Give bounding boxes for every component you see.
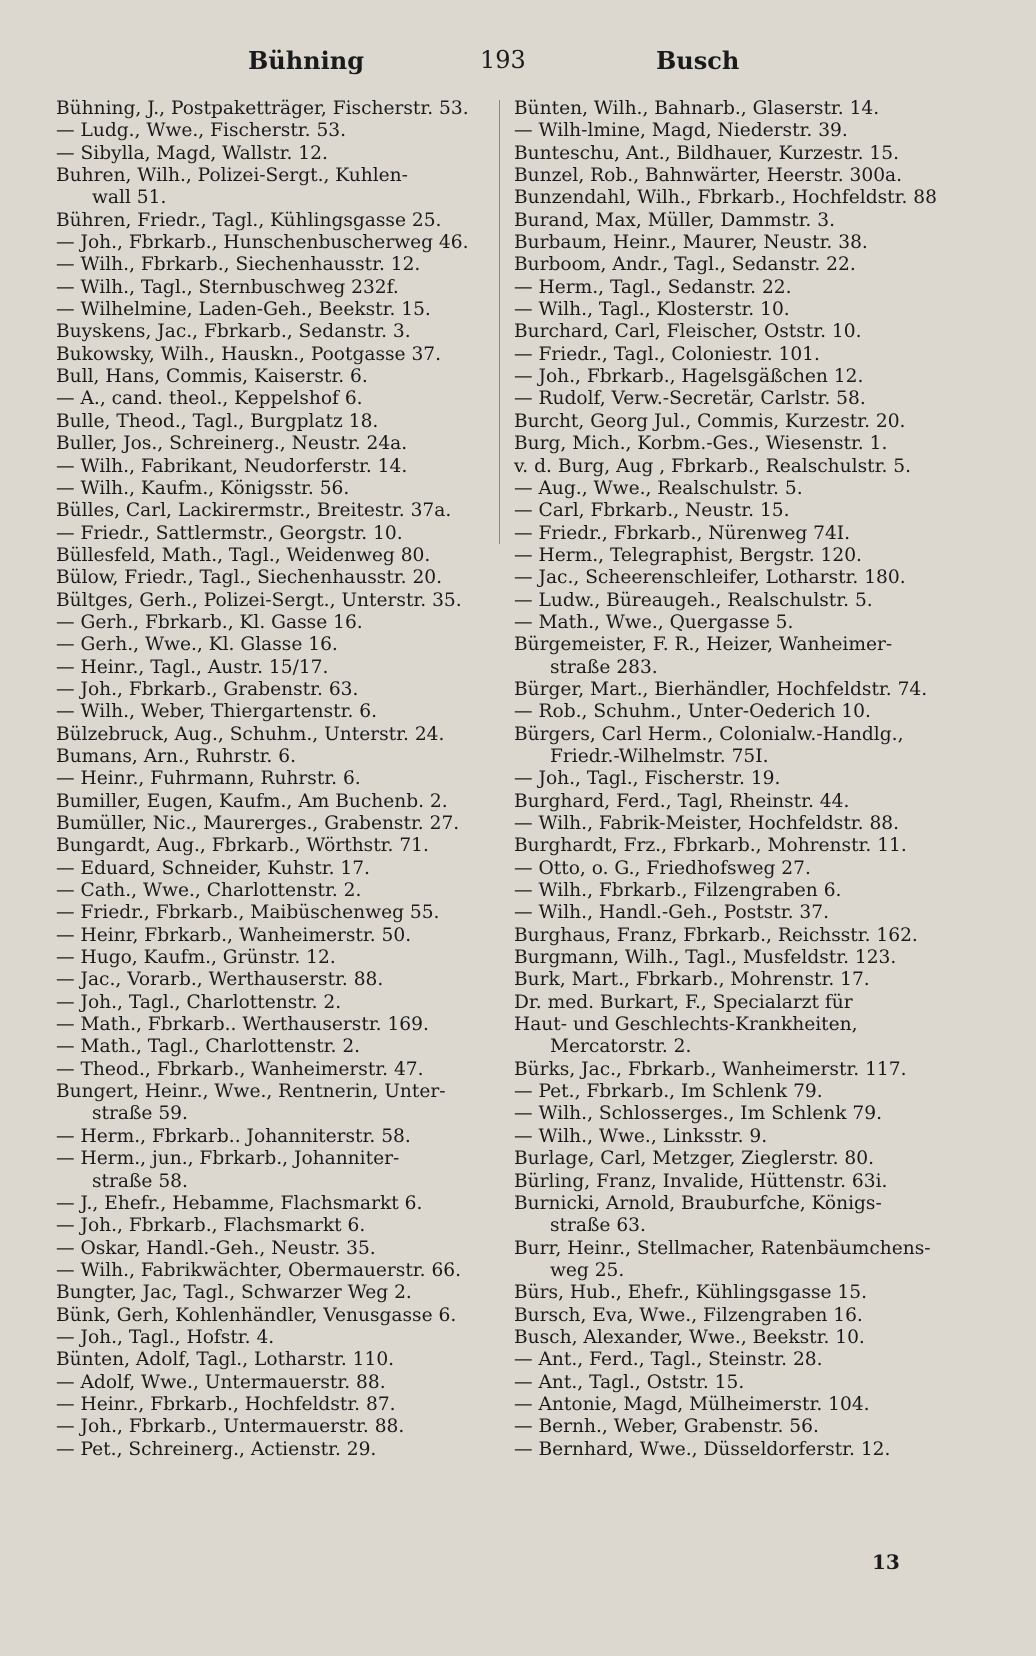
directory-entry: weg 25. [550,1259,625,1281]
directory-entry: Bülles, Carl, Lackirermstr., Breitestr. 37a. [56,500,452,522]
directory-entry: Bumiller, Eugen, Kaufm., Am Buchenb. 2. [56,790,448,812]
directory-entry: — A., cand. theol., Keppelshof 6. [56,388,363,410]
directory-entry: — Wilh., Schlosserges., Im Schlenk 79. [514,1103,882,1125]
directory-entry: — Wilh., Fabrik-Meister, Hochfeldstr. 88. [514,813,900,834]
directory-entry: — Wilh., Fabrikant, Neudorferstr. 14. [56,455,408,477]
directory-entry: Bungter, Jac, Tagl., Schwarzer Weg 2. [56,1282,412,1304]
directory-entry: — Aug., Wwe., Realschulstr. 5. [514,477,803,499]
directory-entry: — Joh., Fbrkarb., Untermauerstr. 88. [56,1416,405,1438]
directory-entry: — J., Ehefr., Hebamme, Flachsmarkt 6. [56,1192,423,1214]
directory-entry: — Wilh., Fbrkarb., Filzengraben 6. [514,880,842,902]
directory-entry: Burand, Max, Müller, Dammstr. 3. [514,209,835,231]
directory-entry: Burbaum, Heinr., Maurer, Neustr. 38. [514,232,868,254]
directory-entry: Bühren, Friedr., Tagl., Kühlingsgasse 25. [56,209,442,231]
directory-entry: Dr. med. Burkart, F., Specialarzt für [514,991,853,1013]
directory-entry: Bumans, Arn., Ruhrstr. 6. [56,745,296,767]
directory-entry: — Gerh., Wwe., Kl. Glasse 16. [56,634,338,656]
header-right-keyword: Busch [656,46,740,75]
directory-entry: Bültges, Gerh., Polizei-Sergt., Unterstr. 35. [56,589,462,611]
directory-entry: — Bernh., Weber, Grabenstr. 56. [514,1416,819,1438]
directory-entry: Bürs, Hub., Ehefr., Kühlingsgasse 15. [514,1282,868,1304]
directory-entry: — Antonie, Magd, Mülheimerstr. 104. [514,1393,870,1415]
directory-entry: — Cath., Wwe., Charlottenstr. 2. [56,880,362,902]
directory-entry: Bünk, Gerh, Kohlenhändler, Venusgasse 6. [56,1304,457,1326]
directory-entry: Bünten, Wilh., Bahnarb., Glaserstr. 14. [514,98,880,119]
directory-entry: — Sibylla, Magd, Wallstr. 12. [56,142,328,164]
directory-entry: Büllesfeld, Math., Tagl., Weidenweg 80. [56,544,431,566]
directory-entry: Burghardt, Frz., Fbrkarb., Mohrenstr. 11. [514,835,907,857]
directory-entry: — Pet., Schreinerg., Actienstr. 29. [56,1438,377,1460]
directory-entry: — Heinr., Fuhrmann, Ruhrstr. 6. [56,768,361,790]
directory-entry: Bursch, Eva, Wwe., Filzengraben 16. [514,1304,863,1326]
directory-entry: Bürger, Mart., Bierhändler, Hochfeldstr. 74. [514,678,928,700]
header-left-keyword: Bühning [248,46,364,75]
directory-entry: Bunzendahl, Wilh., Fbrkarb., Hochfeldstr. 88 [514,187,937,209]
directory-entry: — Joh., Fbrkarb., Grabenstr. 63. [56,678,359,700]
directory-entry: — Rob., Schuhm., Unter-Oederich 10. [514,701,871,723]
directory-entry: — Wilh., Kaufm., Königsstr. 56. [56,477,350,499]
directory-entry: — Math., Tagl., Charlottenstr. 2. [56,1036,361,1058]
directory-entry: straße 59. [92,1103,188,1125]
directory-entry: Busch, Alexander, Wwe., Beekstr. 10. [514,1326,865,1348]
directory-entry: v. d. Burg, Aug , Fbrkarb., Realschulstr. 5. [514,455,912,477]
directory-entry: — Hugo, Kaufm., Grünstr. 12. [56,947,336,969]
directory-entry: — Joh., Tagl., Hofstr. 4. [56,1326,275,1348]
directory-entry: — Theod., Fbrkarb., Wanheimerstr. 47. [56,1058,424,1080]
directory-entry: — Heinr., Fbrkarb., Hochfeldstr. 87. [56,1393,396,1415]
directory-entry: — Ant., Tagl., Oststr. 15. [514,1371,745,1393]
directory-entry: — Herm., jun., Fbrkarb., Johanniter- [56,1148,400,1170]
directory-entry: Bumüller, Nic., Maurerges., Grabenstr. 27. [56,813,460,834]
directory-entry: — Eduard, Schneider, Kuhstr. 17. [56,857,370,879]
directory-entry: Burcht, Georg Jul., Commis, Kurzestr. 20. [514,410,906,432]
directory-entry: — Ludw., Büreaugeh., Realschulstr. 5. [514,589,873,611]
directory-entry: — Pet., Fbrkarb., Im Schlenk 79. [514,1081,823,1103]
directory-entry: — Friedr., Sattlermstr., Georgstr. 10. [56,522,403,544]
directory-entry: Bukowsky, Wilh., Hauskn., Pootgasse 37. [56,343,442,365]
directory-entry: Burk, Mart., Fbrkarb., Mohrenstr. 17. [514,969,870,991]
directory-entry: — Wilh., Handl.-Geh., Poststr. 37. [514,902,829,924]
directory-entry: Bürgers, Carl Herm., Colonialw.-Handlg., [514,723,904,745]
directory-entry: — Oskar, Handl.-Geh., Neustr. 35. [56,1237,376,1259]
directory-entry: — Joh., Fbrkarb., Flachsmarkt 6. [56,1215,366,1237]
directory-entry: Burghard, Ferd., Tagl, Rheinstr. 44. [514,790,850,812]
directory-entry: Bürling, Franz, Invalide, Hüttenstr. 63i. [514,1170,888,1192]
directory-entry: Buhren, Wilh., Polizei-Sergt., Kuhlen- [56,165,408,187]
directory-entry: Burg, Mich., Korbm.-Ges., Wiesenstr. 1. [514,433,888,455]
directory-entry: Bunteschu, Ant., Bildhauer, Kurzestr. 15. [514,142,899,164]
directory-entry: Bunzel, Rob., Bahnwärter, Heerstr. 300a. [514,165,903,187]
directory-entry: wall 51. [92,187,167,209]
directory-entry: — Heinr, Fbrkarb., Wanheimerstr. 50. [56,924,412,946]
directory-entry: — Herm., Telegraphist, Bergstr. 120. [514,544,862,566]
directory-entry: — Wilhelmine, Laden-Geh., Beekstr. 15. [56,299,431,321]
directory-entry: Bürks, Jac., Fbrkarb., Wanheimerstr. 117. [514,1058,907,1080]
directory-entry: — Herm., Tagl., Sedanstr. 22. [514,276,792,298]
page-number: 193 [480,46,526,74]
directory-entry: Mercatorstr. 2. [550,1036,692,1058]
directory-entry: — Otto, o. G., Friedhofsweg 27. [514,857,811,879]
directory-entry: Friedr.-Wilhelmstr. 75I. [550,745,769,767]
directory-entry: — Friedr., Fbrkarb., Maibüschenweg 55. [56,902,440,924]
directory-entry: — Rudolf, Verw.-Secretär, Carlstr. 58. [514,388,866,410]
directory-entry: — Adolf, Wwe., Untermauerstr. 88. [56,1371,386,1393]
column-divider [499,100,500,544]
directory-entry: Bülzebruck, Aug., Schuhm., Unterstr. 24. [56,723,445,745]
directory-entry: Buyskens, Jac., Fbrkarb., Sedanstr. 3. [56,321,411,343]
directory-entry: — Heinr., Tagl., Austr. 15/17. [56,656,329,678]
directory-entry: Haut- und Geschlechts-Krankheiten, [514,1014,858,1036]
directory-entry: — Jac., Scheerenschleifer, Lotharstr. 180. [514,567,906,589]
directory-entry: — Friedr., Tagl., Coloniestr. 101. [514,343,820,365]
directory-entry: — Joh., Tagl., Charlottenstr. 2. [56,991,342,1013]
directory-entry: Bull, Hans, Commis, Kaiserstr. 6. [56,366,368,388]
directory-entry: Bulle, Theod., Tagl., Burgplatz 18. [56,410,379,432]
directory-entry: — Wilh., Tagl., Sternbuschweg 232f. [56,276,399,298]
directory-entry: Burnicki, Arnold, Brauburfche, Königs- [514,1192,882,1214]
directory-entry: Bühning, J., Postpaketträger, Fischerstr. 53. [56,98,469,119]
directory-entry: Burghaus, Franz, Fbrkarb., Reichsstr. 162. [514,924,918,946]
directory-entry: — Jac., Vorarb., Werthauserstr. 88. [56,969,384,991]
directory-entry: Bungardt, Aug., Fbrkarb., Wörthstr. 71. [56,835,429,857]
directory-entry: Burboom, Andr., Tagl., Sedanstr. 22. [514,254,856,276]
directory-entry: — Friedr., Fbrkarb., Nürenweg 74I. [514,522,851,544]
directory-entry: — Wilh-lmine, Magd, Niederstr. 39. [514,120,848,142]
directory-entry: Bürgemeister, F. R., Heizer, Wanheimer- [514,634,893,656]
directory-entry: Burlage, Carl, Metzger, Zieglerstr. 80. [514,1148,874,1170]
directory-entry: — Bernhard, Wwe., Düsseldorferstr. 12. [514,1438,891,1460]
directory-entry: — Wilh., Tagl., Klosterstr. 10. [514,299,790,321]
directory-entry: — Wilh., Fbrkarb., Siechenhausstr. 12. [56,254,421,276]
directory-entry: — Wilh., Fabrikwächter, Obermauerstr. 66. [56,1259,462,1281]
directory-entry: Buller, Jos., Schreinerg., Neustr. 24a. [56,433,408,455]
directory-entry: — Wilh., Wwe., Linksstr. 9. [514,1125,768,1147]
directory-entry: Bünten, Adolf, Tagl., Lotharstr. 110. [56,1349,395,1371]
directory-entry: — Joh., Fbrkarb., Hagelsgäßchen 12. [514,366,864,388]
directory-entry: — Math., Fbrkarb.. Werthauserstr. 169. [56,1014,429,1036]
right-column [514,98,944,1461]
directory-entry: — Carl, Fbrkarb., Neustr. 15. [514,500,790,522]
directory-entry: Burr, Heinr., Stellmacher, Ratenbäumchens- [514,1237,931,1259]
directory-entry: Burgmann, Wilh., Tagl., Musfeldstr. 123. [514,947,897,969]
directory-entry: — Herm., Fbrkarb.. Johanniterstr. 58. [56,1125,411,1147]
directory-entry: Bülow, Friedr., Tagl., Siechenhausstr. 20. [56,567,443,589]
directory-entry: Burchard, Carl, Fleischer, Oststr. 10. [514,321,862,343]
directory-entry: — Joh., Tagl., Fischerstr. 19. [514,768,781,790]
directory-entry: — Wilh., Weber, Thiergartenstr. 6. [56,701,378,723]
directory-entry: — Joh., Fbrkarb., Hunschenbuscherweg 46. [56,232,469,254]
directory-entry: straße 283. [550,656,658,678]
directory-entry: — Math., Wwe., Quergasse 5. [514,611,794,633]
directory-entry: Bungert, Heinr., Wwe., Rentnerin, Unter- [56,1081,446,1103]
directory-entry: straße 63. [550,1215,646,1237]
directory-entry: — Gerh., Fbrkarb., Kl. Gasse 16. [56,611,363,633]
directory-entry: — Ant., Ferd., Tagl., Steinstr. 28. [514,1349,823,1371]
signature-mark: 13 [872,1550,900,1574]
left-column [56,98,484,1461]
page-header [0,46,1036,86]
directory-entry: straße 58. [92,1170,188,1192]
directory-entry: — Ludg., Wwe., Fischerstr. 53. [56,120,347,142]
